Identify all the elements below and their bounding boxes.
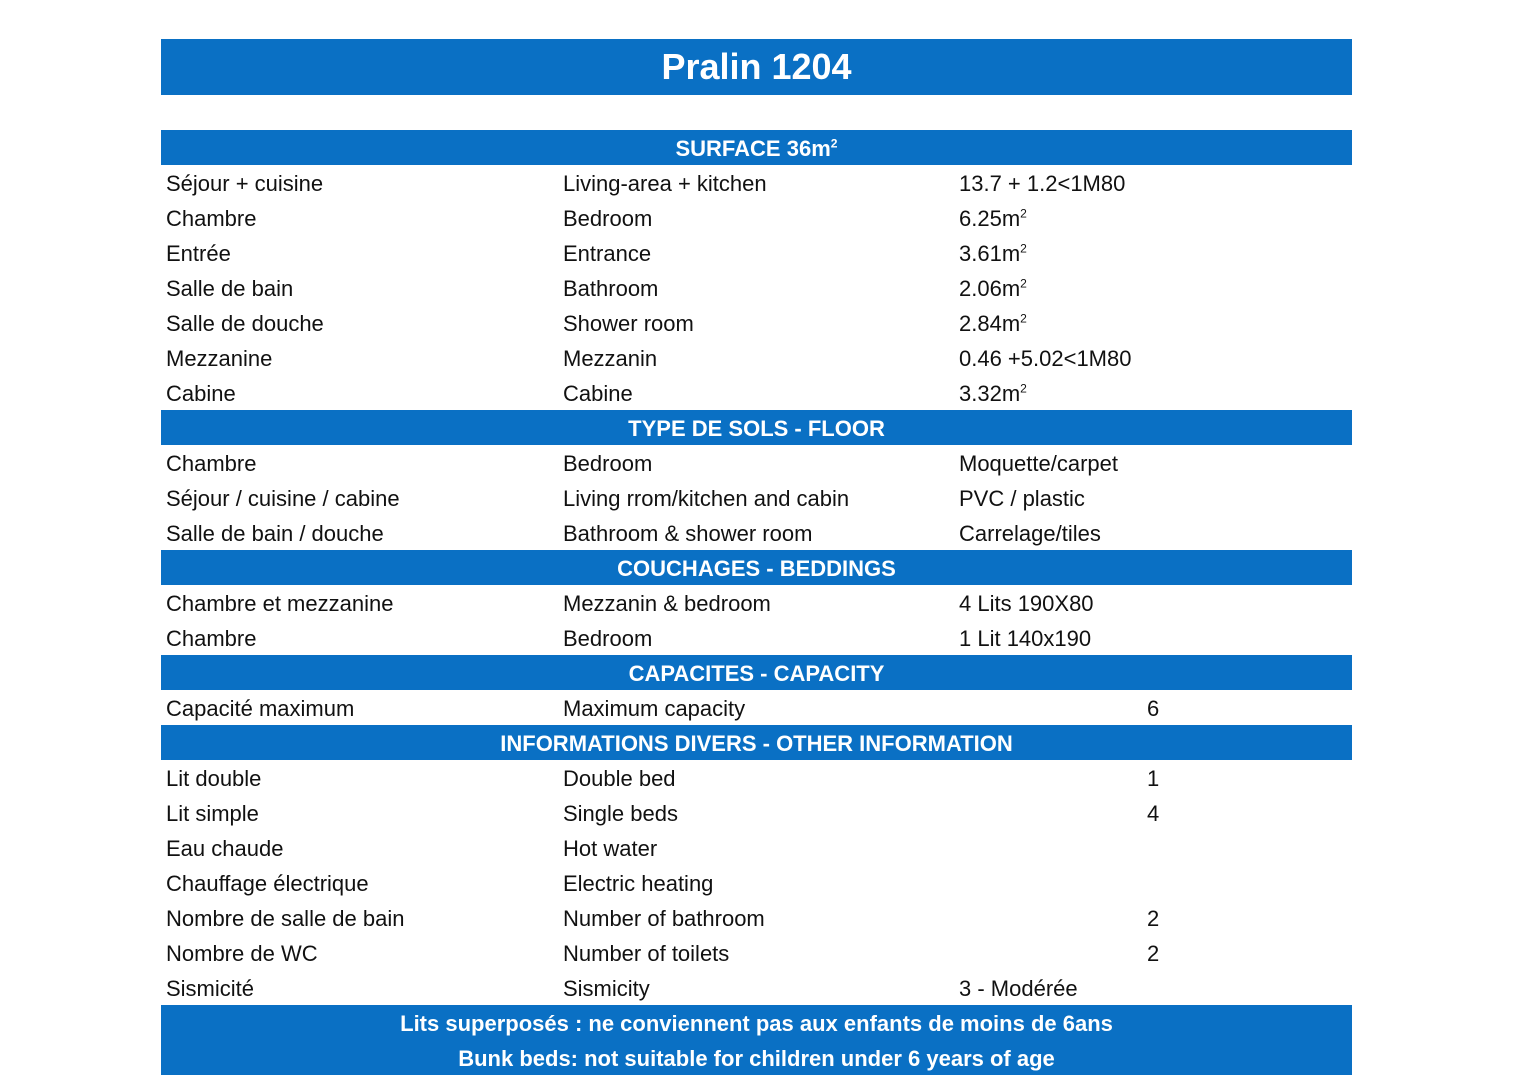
cell-en: Shower room — [563, 311, 694, 336]
cell-value: PVC / plastic — [959, 486, 1085, 511]
superscript: 2 — [1020, 311, 1027, 326]
cell-fr: Chambre et mezzanine — [166, 591, 394, 616]
cell-value: 1 Lit 140x190 — [959, 626, 1092, 651]
cell-count: 2 — [1147, 906, 1160, 931]
table-row — [161, 935, 1352, 970]
cell-value — [959, 200, 1027, 237]
section-header-other-information: INFORMATIONS DIVERS - OTHER INFORMATION — [161, 725, 1352, 760]
cell-en: Mezzanin & bedroom — [563, 591, 771, 616]
value-text: 6.25m — [959, 206, 1021, 231]
table-row — [161, 865, 1352, 900]
cell-value — [959, 340, 1131, 377]
table-row — [161, 515, 1352, 550]
cell-value — [959, 375, 1027, 412]
cell-en: Sismicity — [563, 976, 650, 1001]
cell-value — [959, 305, 1027, 342]
table-row — [161, 585, 1352, 620]
cell-en: Living rrom/kitchen and cabin — [563, 486, 850, 511]
cell-en: Hot water — [563, 836, 658, 861]
cell-fr: Nombre de salle de bain — [166, 906, 405, 931]
section-header-capacity: CAPACITES - CAPACITY — [161, 655, 1352, 690]
superscript: 2 — [1020, 276, 1027, 291]
cell-en: Mezzanin — [563, 346, 658, 371]
cell-en: Bedroom — [563, 206, 653, 231]
cell-count: 4 — [1147, 801, 1160, 826]
cell-fr: Chambre — [166, 206, 257, 231]
section-header-beddings: COUCHAGES - BEDDINGS — [161, 550, 1352, 585]
cell-fr: Salle de bain / douche — [166, 521, 384, 546]
table-row — [161, 830, 1352, 865]
section-header-label: SURFACE 36m — [675, 136, 831, 161]
table-row — [161, 200, 1352, 235]
bunk-bed-warning — [161, 1005, 1352, 1075]
section-header-surface — [161, 130, 1352, 165]
table-row — [161, 305, 1352, 340]
cell-fr: Chambre — [166, 451, 257, 476]
cell-en: Number of toilets — [563, 941, 730, 966]
cell-count: 2 — [1147, 941, 1160, 966]
cell-en: Bedroom — [563, 451, 653, 476]
cell-fr: Nombre de WC — [166, 941, 318, 966]
cell-fr: Entrée — [166, 241, 231, 266]
table-row — [161, 900, 1352, 935]
value-text: 13.7 + 1.2<1M80 — [959, 171, 1126, 196]
cell-count: 6 — [1147, 696, 1160, 721]
warning-line-fr: Lits superposés : ne conviennent pas aux enfants de moins de 6ans — [400, 1011, 1113, 1036]
cell-value — [959, 235, 1027, 272]
cell-en: Cabine — [563, 381, 633, 406]
cell-value — [959, 270, 1027, 307]
superscript: 2 — [1020, 206, 1027, 221]
cell-value — [959, 165, 1125, 202]
table-row — [161, 235, 1352, 270]
warning-line-en: Bunk beds: not suitable for children under 6 years of age — [458, 1046, 1055, 1071]
table-row — [161, 375, 1352, 410]
cell-value: 3 - Modérée — [959, 976, 1078, 1001]
table-row — [161, 480, 1352, 515]
table-row — [161, 970, 1352, 1005]
cell-fr: Lit double — [166, 766, 262, 791]
cell-count: 1 — [1147, 766, 1160, 791]
cell-fr: Séjour + cuisine — [166, 171, 324, 196]
superscript: 2 — [1020, 241, 1027, 256]
cell-fr: Salle de douche — [166, 311, 324, 336]
info-sheet — [161, 39, 1352, 1075]
value-text: 0.46 +5.02<1M80 — [959, 346, 1132, 371]
table-row — [161, 165, 1352, 200]
superscript: 2 — [830, 136, 838, 151]
cell-fr: Chambre — [166, 626, 257, 651]
cell-fr: Sismicité — [166, 976, 255, 1001]
table-row — [161, 445, 1352, 480]
cell-value: 4 Lits 190X80 — [959, 591, 1094, 616]
spacer — [161, 95, 1352, 130]
superscript: 2 — [1020, 381, 1027, 396]
value-text: 2.84m — [959, 311, 1021, 336]
cell-fr: Cabine — [166, 381, 236, 406]
cell-en: Number of bathroom — [563, 906, 765, 931]
cell-fr: Chauffage électrique — [166, 871, 369, 896]
value-text: 3.32m — [959, 381, 1021, 406]
cell-value: Moquette/carpet — [959, 451, 1118, 476]
cell-en: Bedroom — [563, 626, 653, 651]
cell-value: Carrelage/tiles — [959, 521, 1101, 546]
cell-fr: Capacité maximum — [166, 696, 355, 721]
table-row — [161, 620, 1352, 655]
cell-en: Single beds — [563, 801, 678, 826]
cell-en: Electric heating — [563, 871, 714, 896]
table-row — [161, 270, 1352, 305]
page-title: Pralin 1204 — [161, 39, 1352, 95]
cell-en: Bathroom & shower room — [563, 521, 813, 546]
cell-fr: Mezzanine — [166, 346, 273, 371]
table-row — [161, 760, 1352, 795]
section-header-floor: TYPE DE SOLS - FLOOR — [161, 410, 1352, 445]
cell-fr: Lit simple — [166, 801, 259, 826]
cell-en: Living-area + kitchen — [563, 171, 767, 196]
value-text: 2.06m — [959, 276, 1021, 301]
cell-en: Double bed — [563, 766, 676, 791]
table-row — [161, 795, 1352, 830]
table-row — [161, 690, 1352, 725]
cell-en: Maximum capacity — [563, 696, 746, 721]
cell-fr: Séjour / cuisine / cabine — [166, 486, 400, 511]
cell-fr: Eau chaude — [166, 836, 284, 861]
value-text: 3.61m — [959, 241, 1021, 266]
table-row — [161, 340, 1352, 375]
cell-en: Entrance — [563, 241, 652, 266]
cell-en: Bathroom — [563, 276, 659, 301]
cell-fr: Salle de bain — [166, 276, 294, 301]
